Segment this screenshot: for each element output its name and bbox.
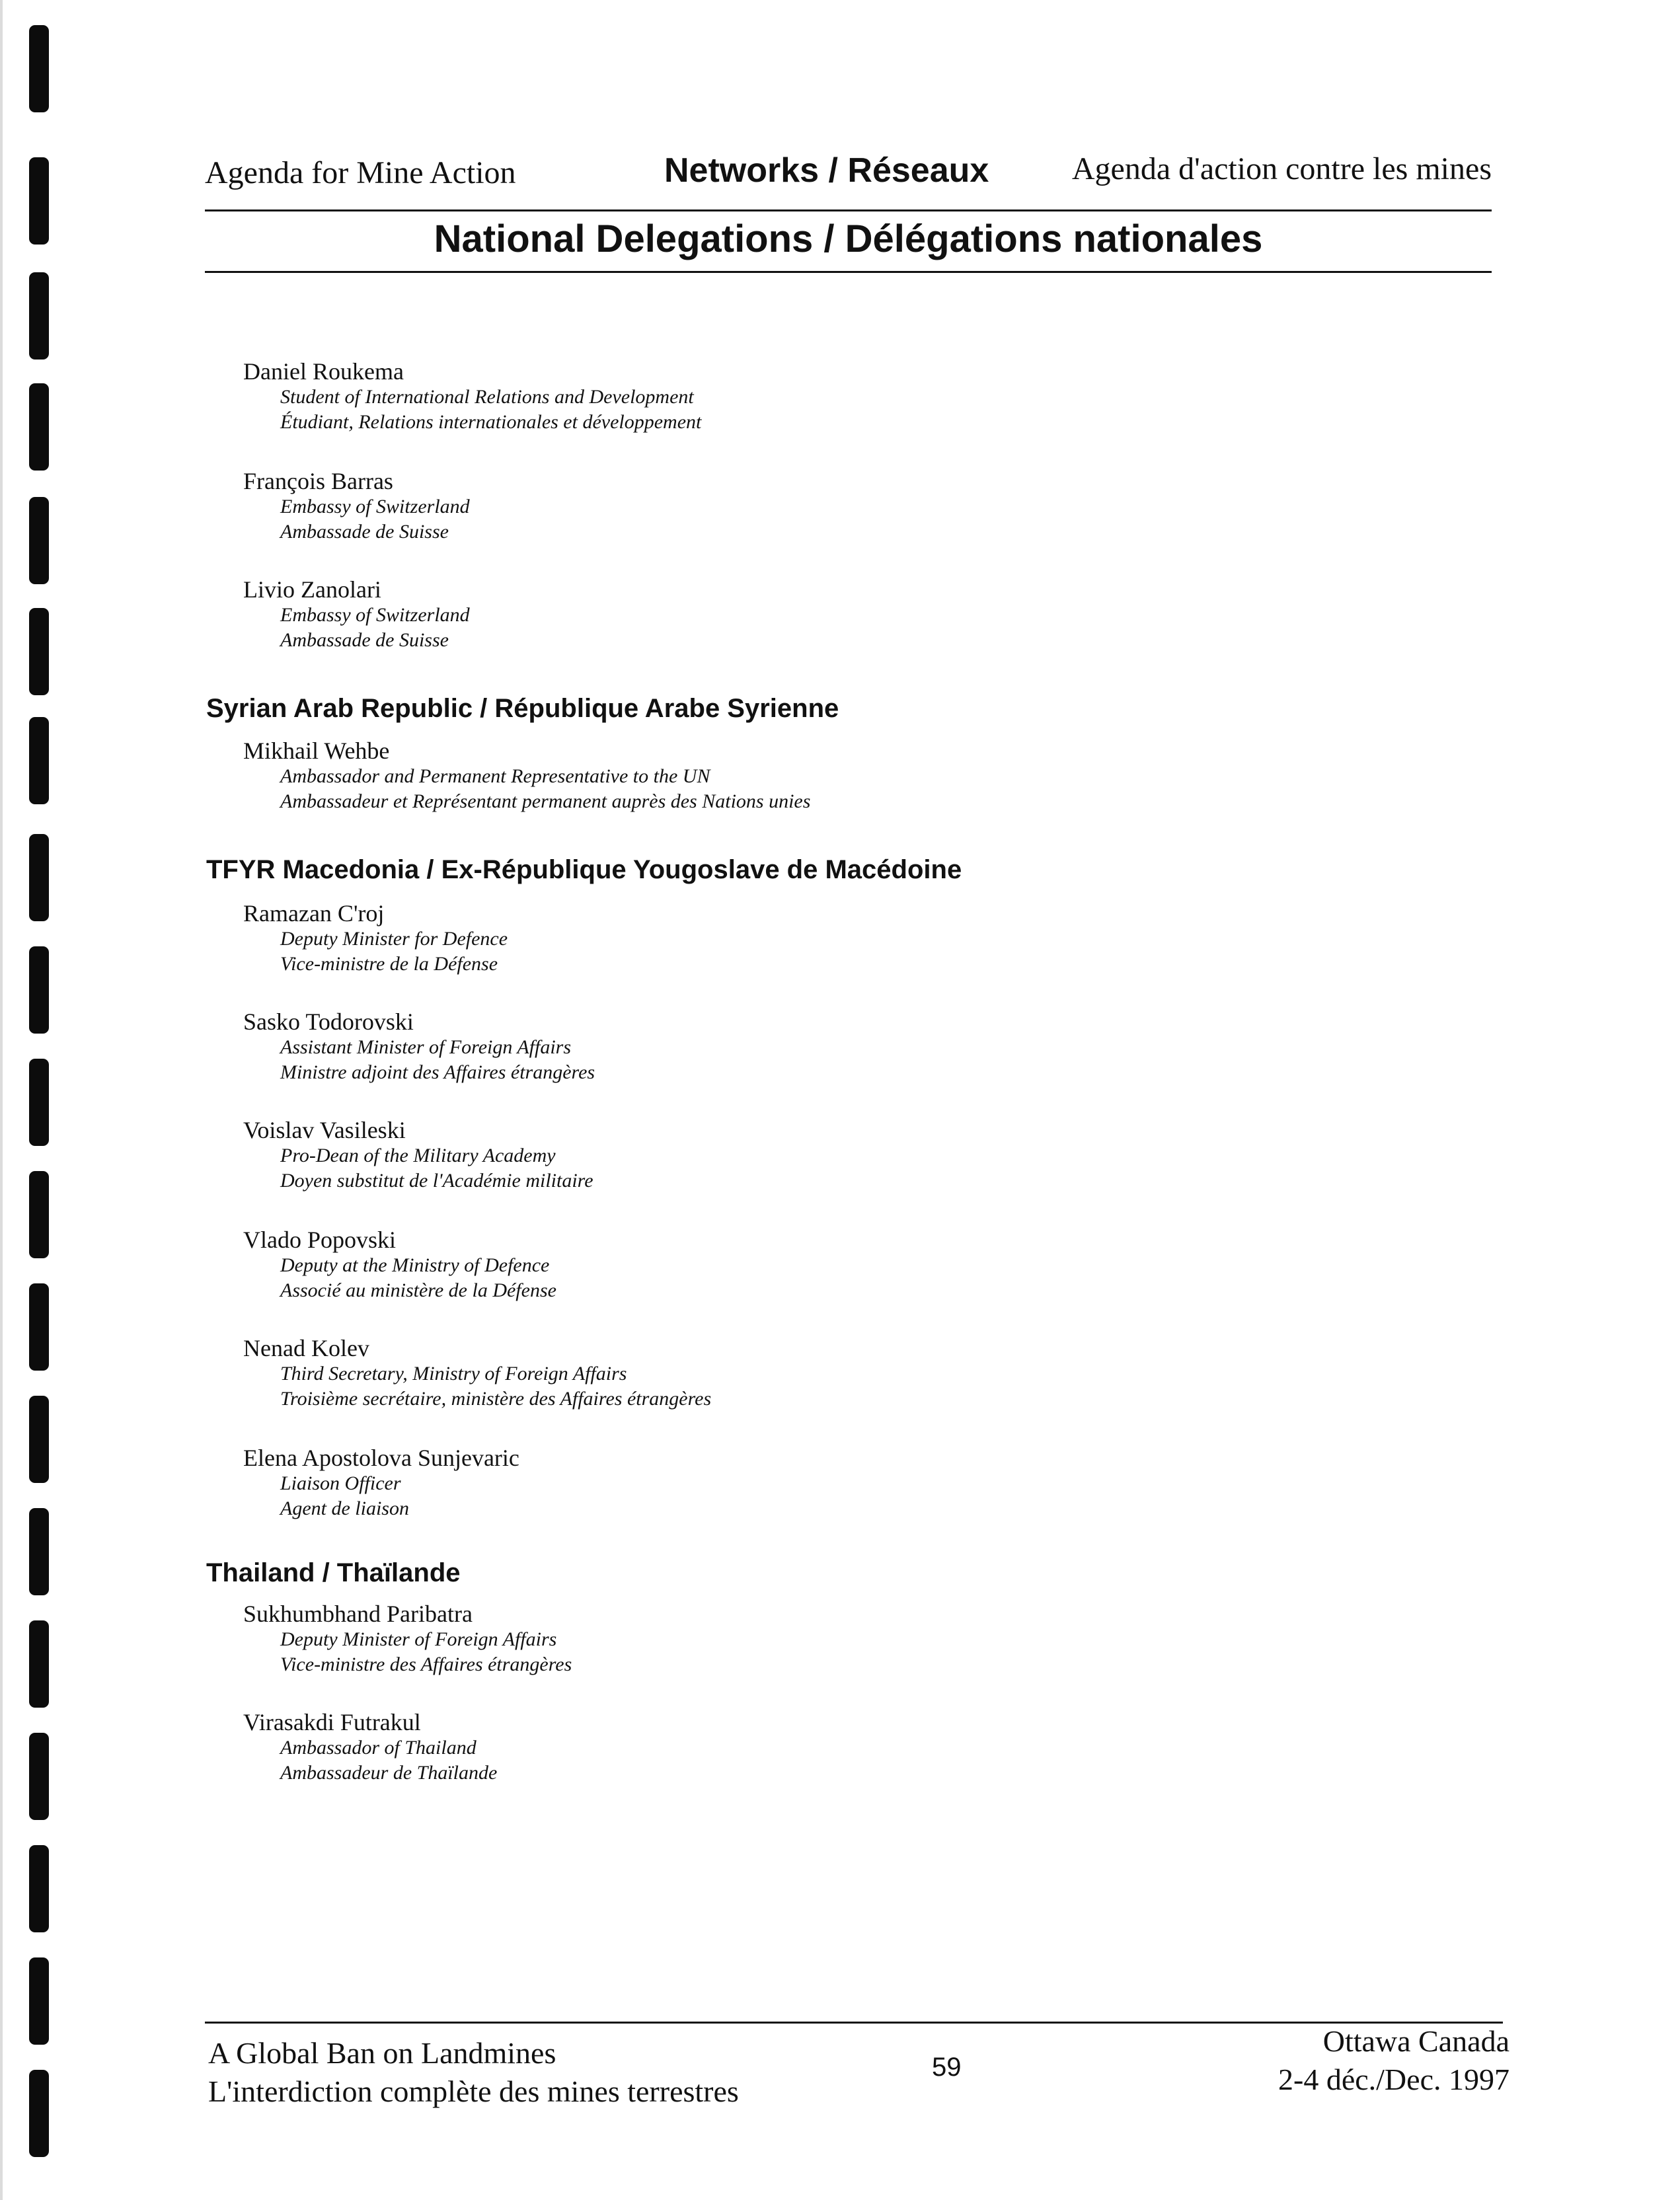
delegate-role-fr: Ambassadeur et Représentant permanent auprès des Nations unies: [280, 790, 811, 812]
delegate-role-en: Assistant Minister of Foreign Affairs: [280, 1036, 572, 1058]
page-number: 59: [932, 2053, 962, 2082]
delegate-role-en: Deputy Minister of Foreign Affairs: [280, 1628, 557, 1650]
delegate-entry: [243, 1117, 593, 1194]
delegate-role-fr: Doyen substitut de l'Académie militaire: [280, 1170, 593, 1192]
header-left: Agenda for Mine Action: [205, 155, 516, 190]
delegate-name: François Barras: [243, 468, 393, 494]
delegate-name: Voislav Vasileski: [243, 1117, 406, 1143]
delegate-role-en: Deputy at the Ministry of Defence: [280, 1254, 550, 1276]
delegate-role-en: Pro-Dean of the Military Academy: [280, 1145, 556, 1166]
country-heading: Syrian Arab Republic / République Arabe Syrienne: [206, 694, 839, 723]
footer-title-en: A Global Ban on Landmines: [208, 2036, 556, 2070]
delegate-role-fr: Vice-ministre des Affaires étrangères: [280, 1653, 572, 1675]
delegate-role-en: Embassy of Switzerland: [280, 496, 470, 517]
delegate-role-en: Ambassador of Thailand: [280, 1737, 477, 1759]
delegate-entry: [243, 576, 470, 653]
country-heading: TFYR Macedonia / Ex-République Yougoslave de Macédoine: [206, 855, 962, 884]
delegate-entry: [243, 1227, 556, 1303]
delegate-name: Virasakdi Futrakul: [243, 1709, 421, 1735]
footer-right: [1278, 2022, 1509, 2099]
header-center: Networks / Réseaux: [664, 151, 989, 190]
footer-location: Ottawa Canada: [1322, 2024, 1509, 2058]
delegate-name: Vlado Popovski: [243, 1227, 397, 1253]
delegate-entry: [243, 1008, 595, 1085]
delegate-role-fr: Agent de liaison: [280, 1498, 409, 1519]
delegate-role-en: Embassy of Switzerland: [280, 604, 470, 626]
footer-left: [208, 2034, 739, 2111]
footer-title-fr: L'interdiction complète des mines terrestres: [208, 2074, 739, 2108]
delegate-name: Nenad Kolev: [243, 1335, 369, 1361]
delegate-entry: [243, 468, 470, 545]
section-title: National Delegations / Délégations nationales: [434, 217, 1263, 260]
delegate-name: Livio Zanolari: [243, 576, 381, 603]
delegate-name: Elena Apostolova Sunjevaric: [243, 1445, 519, 1471]
delegate-entry: [243, 1709, 497, 1786]
delegate-entry: [243, 358, 701, 435]
delegate-role-fr: Ministre adjoint des Affaires étrangères: [280, 1061, 595, 1083]
delegate-role-en: Student of International Relations and Development: [280, 386, 694, 408]
delegate-entry: [243, 1601, 572, 1677]
delegate-name: Sasko Todorovski: [243, 1008, 414, 1035]
delegate-entry: [243, 1445, 519, 1521]
delegate-entry: [243, 1335, 711, 1412]
footer-date: 2-4 déc./Dec. 1997: [1278, 2063, 1509, 2096]
delegate-entry: [243, 900, 508, 977]
delegate-role-fr: Ambassade de Suisse: [280, 521, 449, 543]
delegate-role-fr: Ambassade de Suisse: [280, 629, 449, 651]
delegate-role-fr: Vice-ministre de la Défense: [280, 953, 498, 975]
delegate-role-en: Third Secretary, Ministry of Foreign Affairs: [280, 1363, 627, 1384]
delegate-role-en: Ambassador and Permanent Representative to the UN: [280, 765, 710, 787]
delegate-role-fr: Associé au ministère de la Défense: [280, 1279, 556, 1301]
delegate-entry: [243, 738, 810, 814]
delegate-name: Sukhumbhand Paribatra: [243, 1601, 473, 1627]
delegate-role-en: Liaison Officer: [280, 1472, 401, 1494]
delegate-name: Ramazan C'roj: [243, 900, 385, 927]
delegate-name: Mikhail Wehbe: [243, 738, 390, 764]
delegate-role-fr: Troisième secrétaire, ministère des Affaires étrangères: [280, 1388, 712, 1410]
delegate-name: Daniel Roukema: [243, 358, 404, 385]
delegate-role-fr: Ambassadeur de Thaïlande: [280, 1762, 498, 1784]
delegate-role-fr: Étudiant, Relations internationales et développement: [280, 411, 702, 433]
header-right: Agenda d'action contre les mines: [1071, 151, 1492, 186]
delegate-role-en: Deputy Minister for Defence: [280, 928, 508, 950]
country-heading: Thailand / Thaïlande: [206, 1558, 461, 1587]
